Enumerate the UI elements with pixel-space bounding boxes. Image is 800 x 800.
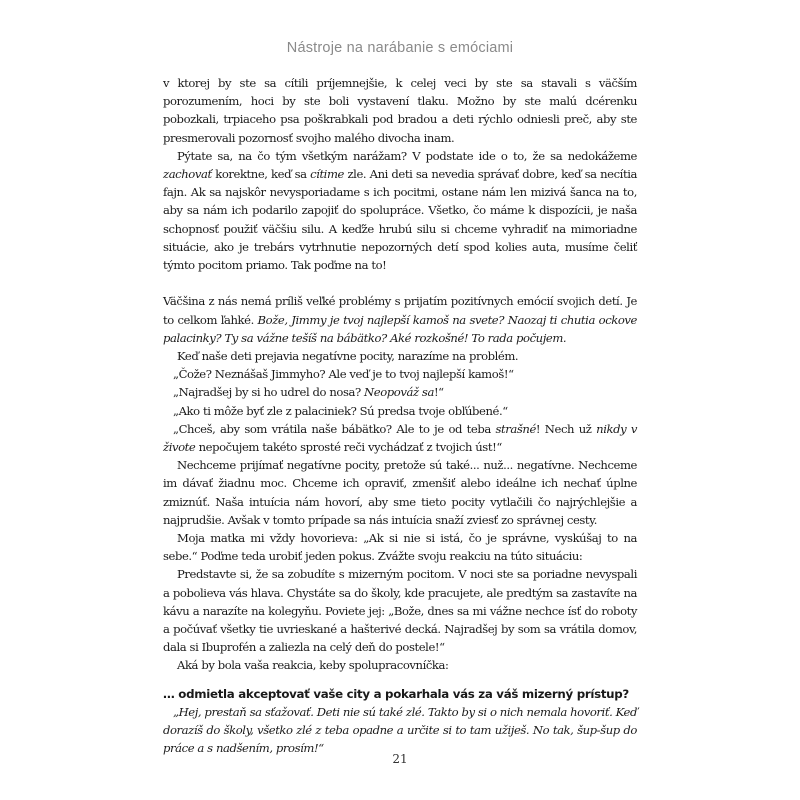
- paragraph: Keď naše deti prejavia negatívne pocity, narazíme na problém.: [177, 349, 519, 364]
- running-header: Nástroje na narábanie s emóciami: [286, 40, 514, 56]
- dialogue-line: [163, 420, 637, 456]
- emphasis: nikdy v živote: [163, 421, 637, 455]
- paragraph: Nechceme prijímať negatívne pocity, pretože sú také... nuž... negatívne. Nechceme im dávať žiadnu moc. Chceme ich opraviť, zmenšiť alebo ideálne ich nechať úplne zmiznúť. Naša intuícia nám hovorí, aby sme tieto pocity vytlačili čo najrýchlejšie a najprudšie. Avšak v tomto prípade sa nás intuícia snaží zviesť zo správnej cesty.: [163, 458, 637, 527]
- page-body: [163, 74, 637, 758]
- paragraph-text: zle. Ani deti sa nevedia správať dobre, keď sa necítia fajn. Ak sa najskôr nevysporiadame s ich pocitmi, ostane nám len mizivá šanca na to, aby sa nám ich podarilo zapojiť do spolupráce. Všetko, čo máme k dispozícii, je naša schopnosť použiť väčšiu silu. A keďže hrubú silu si chceme vyhradiť na mimoriadne situácie, ako je trebárs vytrhnutie nepozorných detí spod kolies auta, musíme čeliť týmto pocitom priamo. Tak poďme na to!: [163, 167, 637, 273]
- paragraph-text: „Najradšej by si ho udrel do nosa?: [173, 385, 365, 400]
- paragraph-text: !“: [433, 385, 444, 400]
- quote: „Hej, prestaň sa sťažovať. Deti nie sú také zlé. Takto by si o nich nemala hovoriť. Keď dorazíš do školy, všetko zlé z teba opadne a určite si to tam užiješ. No tak, šup-šup do práce a s nadšením, prosím!“: [163, 704, 637, 756]
- paragraph: [163, 292, 637, 347]
- emphasis: Bože, Jimmy je tvoj najlepší kamoš na svete? Naozaj ti chutia ockove palacinky? Ty sa vážne tešíš na bábätko? Aké rozkošné! To rada počujem.: [163, 312, 638, 345]
- subheading: … odmietla akceptovať vaše city a pokarhala vás za váš mizerný prístup?: [163, 686, 629, 701]
- paragraph: Aká by bola vaša reakcia, keby spolupracovníčka:: [177, 658, 449, 673]
- paragraph-text: „Chceš, aby som vrátila naše bábätko? Ale to je od teba: [173, 421, 496, 436]
- emphasis: zachovať: [163, 167, 212, 182]
- paragraph-text: korektne, keď sa: [211, 167, 311, 182]
- paragraph: Moja matka mi vždy hovorieva: „Ak si nie si istá, čo je správne, vyskúšaj to na sebe.“ Poďme teda urobiť jeden pokus. Zvážte svoju reakciu na túto situáciu:: [163, 531, 637, 564]
- dialogue-line: „Ako ti môže byť zle z palaciniek? Sú predsa tvoje obľúbené.“: [173, 403, 508, 418]
- paragraph: v ktorej by ste sa cítili príjemnejšie, k celej veci by ste sa stavali s väčším porozumením, hoci by ste boli vystavení tlaku. Možno by ste malú dcérenku pobozkali, trpiaceho psa poškrabkali pod bradou a deti rýchlo odniesli preč, aby ste presmerovali pozornosť svojho malého divocha inam.: [163, 76, 637, 145]
- paragraph: Predstavte si, že sa zobudíte s mizerným pocitom. V noci ste sa poriadne nevyspali a pobolieva vás hlava. Chystáte sa do školy, kde pracujete, ale predtým sa zastavíte na kávu a narazíte na kolegyňu. Poviete jej: „Bože, dnes sa mi vážne nechce ísť do roboty a počúvať všetky tie uvrieskané a hašterivé decká. Najradšej by som sa vrátila domov, dala si Ibuprofén a zaliezla na celý deň do postele!“: [163, 567, 637, 655]
- dialogue-line: [163, 383, 637, 401]
- paragraph-text: Pýtate sa, na čo tým všetkým narážam? V podstate ide o to, že sa nedokážeme: [177, 148, 637, 163]
- emphasis: strašné: [495, 421, 536, 436]
- paragraph: [163, 147, 637, 274]
- page-number: 21: [392, 752, 408, 766]
- emphasis: cítime: [310, 167, 344, 182]
- emphasis: Neopováž sa: [364, 385, 434, 400]
- dialogue-line: „Čože? Neznášaš Jimmyho? Ale veď je to tvoj najlepší kamoš!“: [173, 367, 514, 382]
- paragraph-text: nepočujem takéto sprosté reči vychádzať z tvojich úst!“: [195, 440, 502, 455]
- paragraph-text: ! Nech už: [535, 421, 597, 436]
- section-break: [163, 274, 637, 292]
- paragraph-text: Väčšina z nás nemá príliš veľké problémy s prijatím pozitívnych emócií svojich detí. Je to celkom ľahké.: [163, 294, 637, 327]
